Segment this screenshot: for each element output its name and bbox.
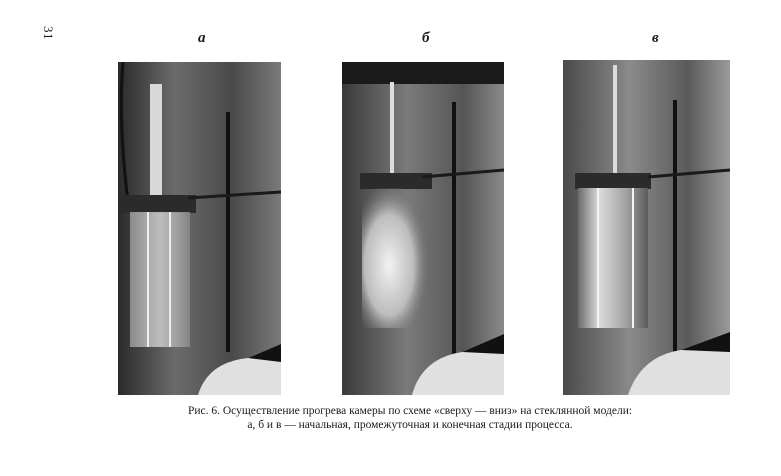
photo-panel-a (118, 62, 281, 395)
page-number: 31 (41, 26, 56, 40)
photo-panel-b (342, 62, 504, 395)
figure-caption (100, 404, 720, 432)
panel-label-a: а (198, 30, 206, 46)
panel-label-b: б (422, 30, 430, 46)
panel-label-v: в (652, 30, 659, 46)
caption-line-1: Рис. 6. Осуществление прогрева камеры по схеме «сверху — вниз» на стеклянной модели: (187, 405, 633, 417)
caption-line-2: а, б и в — начальная, промежуточная и конечная стадии процесса. (247, 419, 573, 431)
photo-panel-v (563, 60, 730, 395)
